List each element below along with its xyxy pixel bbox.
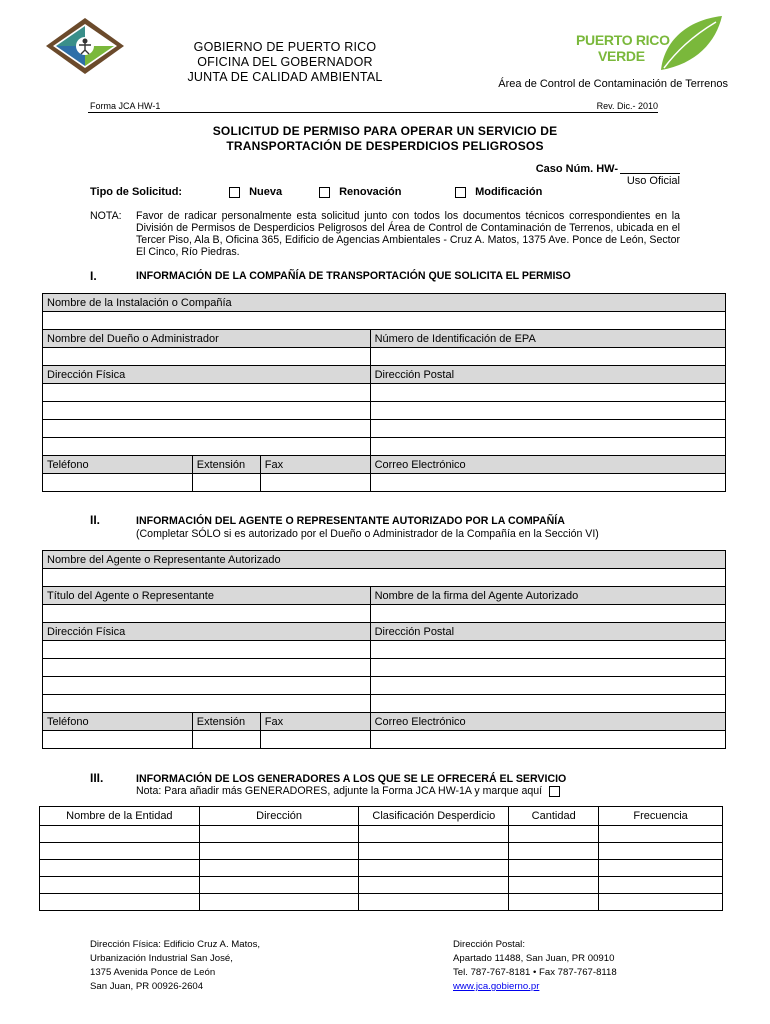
entity-cell[interactable] [40,894,200,911]
agent-email-label: Correo Electrónico [370,713,725,731]
agent-physical-address-field[interactable] [43,677,371,695]
physical-address-field[interactable] [43,438,371,456]
section-2-number: II. [90,513,101,527]
quantity-cell[interactable] [509,894,599,911]
frequency-cell[interactable] [599,860,723,877]
gov-line-2: OFICINA DEL GOBERNADOR [197,55,373,69]
quantity-cell[interactable] [509,843,599,860]
agent-physical-address-field[interactable] [43,695,371,713]
frequency-cell[interactable] [599,894,723,911]
title-line-2: TRANSPORTACIÓN DE DESPERDICIOS PELIGROSOS [226,139,544,153]
classification-cell[interactable] [359,826,509,843]
agent-extension-label: Extensión [192,713,260,731]
entity-cell[interactable] [40,860,200,877]
footer-postal-line: Dirección Postal: [453,939,525,950]
classification-cell[interactable] [359,877,509,894]
section-3-note: Nota: Para añadir más GENERADORES, adjunte la Forma JCA HW-1A y marque aquí [136,785,543,797]
nota-label: NOTA: [90,210,122,222]
address-cell[interactable] [199,894,359,911]
agent-extension-field[interactable] [192,731,260,749]
footer-postal-line: Tel. 787-767-8181 • Fax 787-767-8118 [453,967,617,978]
physical-address-label: Dirección Física [43,366,371,384]
quantity-cell[interactable] [509,877,599,894]
agent-title-field[interactable] [43,605,371,623]
case-number-label: Caso Núm. HW- [535,163,618,175]
agent-email-field[interactable] [370,731,725,749]
firm-name-label: Nombre de la firma del Agente Autorizado [370,587,725,605]
email-field[interactable] [370,474,725,492]
classification-cell[interactable] [359,843,509,860]
brand-line-1: PUERTO RICO [576,32,670,48]
col-quantity: Cantidad [509,807,599,826]
revision: Rev. Dic.- 2010 [596,101,658,111]
option-modificacion: Modificación [475,186,543,198]
agent-postal-address-field[interactable] [370,641,725,659]
agent-fax-field[interactable] [260,731,370,749]
brand-line-2: VERDE [598,48,645,64]
epa-id-label: Número de Identificación de EPA [370,330,725,348]
col-frequency: Frecuencia [599,807,723,826]
section-1-heading: INFORMACIÓN DE LA COMPAÑÍA DE TRANSPORTACIÓN QUE SOLICITA EL PERMISO [136,270,571,282]
postal-address-field[interactable] [370,384,725,402]
postal-address-field[interactable] [370,438,725,456]
agent-phone-label: Teléfono [43,713,193,731]
company-name-label: Nombre de la Instalación o Compañía [43,294,726,312]
puerto-rico-verde-logo [576,12,726,76]
section-2-table [42,550,726,749]
case-number-field[interactable] [620,161,680,174]
agent-postal-address-label: Dirección Postal [370,623,725,641]
generators-table [39,806,723,911]
address-cell[interactable] [199,860,359,877]
footer-physical-line: 1375 Avenida Ponce de León [90,967,216,978]
extension-field[interactable] [192,474,260,492]
entity-cell[interactable] [40,826,200,843]
physical-address-field[interactable] [43,384,371,402]
table-row [40,894,723,911]
checkbox-nueva[interactable] [229,187,240,198]
entity-cell[interactable] [40,843,200,860]
area-label: Área de Control de Contaminación de Terrenos [498,78,728,90]
extension-label: Extensión [192,456,260,474]
agent-physical-address-field[interactable] [43,659,371,677]
section-1-number: I. [90,269,97,283]
col-waste-classification: Clasificación Desperdicio [359,807,509,826]
footer-postal [453,938,617,994]
frequency-cell[interactable] [599,843,723,860]
gov-line-3: JUNTA DE CALIDAD AMBIENTAL [187,70,383,84]
official-use-label: Uso Oficial [626,175,680,187]
agent-name-label: Nombre del Agente o Representante Autorizado [43,551,726,569]
owner-field[interactable] [43,348,371,366]
address-cell[interactable] [199,843,359,860]
option-renovacion: Renovación [339,186,402,198]
firm-name-field[interactable] [370,605,725,623]
fax-label: Fax [260,456,370,474]
phone-field[interactable] [43,474,193,492]
agent-title-label: Título del Agente o Representante [43,587,371,605]
email-label: Correo Electrónico [370,456,725,474]
section-3-number: III. [90,771,104,785]
physical-address-field[interactable] [43,420,371,438]
footer-postal-line: Apartado 11488, San Juan, PR 00910 [453,953,615,964]
agent-name-field[interactable] [43,569,726,587]
postal-address-field[interactable] [370,402,725,420]
col-entity-name: Nombre de la Entidad [40,807,200,826]
col-address: Dirección [199,807,359,826]
frequency-cell[interactable] [599,877,723,894]
owner-label: Nombre del Dueño o Administrador [43,330,371,348]
fax-field[interactable] [260,474,370,492]
header-rule [88,112,658,113]
classification-cell[interactable] [359,894,509,911]
section-2-heading: INFORMACIÓN DEL AGENTE O REPRESENTANTE AUTORIZADO POR LA COMPAÑÍA [136,515,565,527]
form-id: Forma JCA HW-1 [90,101,161,111]
postal-address-field[interactable] [370,420,725,438]
agent-postal-address-field[interactable] [370,695,725,713]
agent-physical-address-field[interactable] [43,641,371,659]
checkbox-renovacion[interactable] [319,187,330,198]
agent-postal-address-field[interactable] [370,659,725,677]
frequency-cell[interactable] [599,826,723,843]
footer-physical [90,938,260,994]
quantity-cell[interactable] [509,860,599,877]
section-2-subheading: (Completar SÓLO si es autorizado por el Dueño o Administrador de la Compañía en la Sección VI) [136,528,599,540]
footer-physical-line: Dirección Física: Edificio Cruz A. Matos, [90,939,261,950]
company-name-field[interactable] [43,312,726,330]
table-row [40,843,723,860]
option-nueva: Nueva [249,186,283,198]
request-type-label: Tipo de Solicitud: [90,186,183,198]
nota-text: Favor de radicar personalmente esta solicitud junto con todos los documentos técnicos correspondientes en la División de Permisos de Desperdicios Peligrosos del Área de Control de Contaminación de Terrenos, ubicada en el Tercer Piso, Ala B, Oficina 365, Edificio de Agencias Ambientales - Cruz A. Matos, 1375 Ave. Ponce de León, Sector El Cinco, Río Piedras. [136,210,680,258]
classification-cell[interactable] [359,860,509,877]
quantity-cell[interactable] [509,826,599,843]
agent-postal-address-field[interactable] [370,677,725,695]
postal-address-label: Dirección Postal [370,366,725,384]
agent-fax-label: Fax [260,713,370,731]
table-row [40,826,723,843]
footer-physical-line: Urbanización Industrial San José, [90,953,233,964]
address-cell[interactable] [199,877,359,894]
jca-logo [44,16,126,76]
table-row [40,877,723,894]
entity-cell[interactable] [40,877,200,894]
website-link[interactable]: www.jca.gobierno.pr [453,981,540,992]
attach-hw1a-checkbox[interactable] [549,786,560,797]
table-row [40,860,723,877]
footer-physical-line: San Juan, PR 00926-2604 [90,981,204,992]
agent-phone-field[interactable] [43,731,193,749]
section-3-heading: INFORMACIÓN DE LOS GENERADORES A LOS QUE SE LE OFRECERÁ EL SERVICIO [136,773,567,785]
phone-label: Teléfono [43,456,193,474]
physical-address-field[interactable] [43,402,371,420]
address-cell[interactable] [199,826,359,843]
agent-physical-address-label: Dirección Física [43,623,371,641]
section-1-table [42,293,726,492]
checkbox-modificacion[interactable] [455,187,466,198]
gov-line-1: GOBIERNO DE PUERTO RICO [193,40,377,54]
title-line-1: SOLICITUD DE PERMISO PARA OPERAR UN SERVICIO DE [212,124,558,138]
epa-id-field[interactable] [370,348,725,366]
